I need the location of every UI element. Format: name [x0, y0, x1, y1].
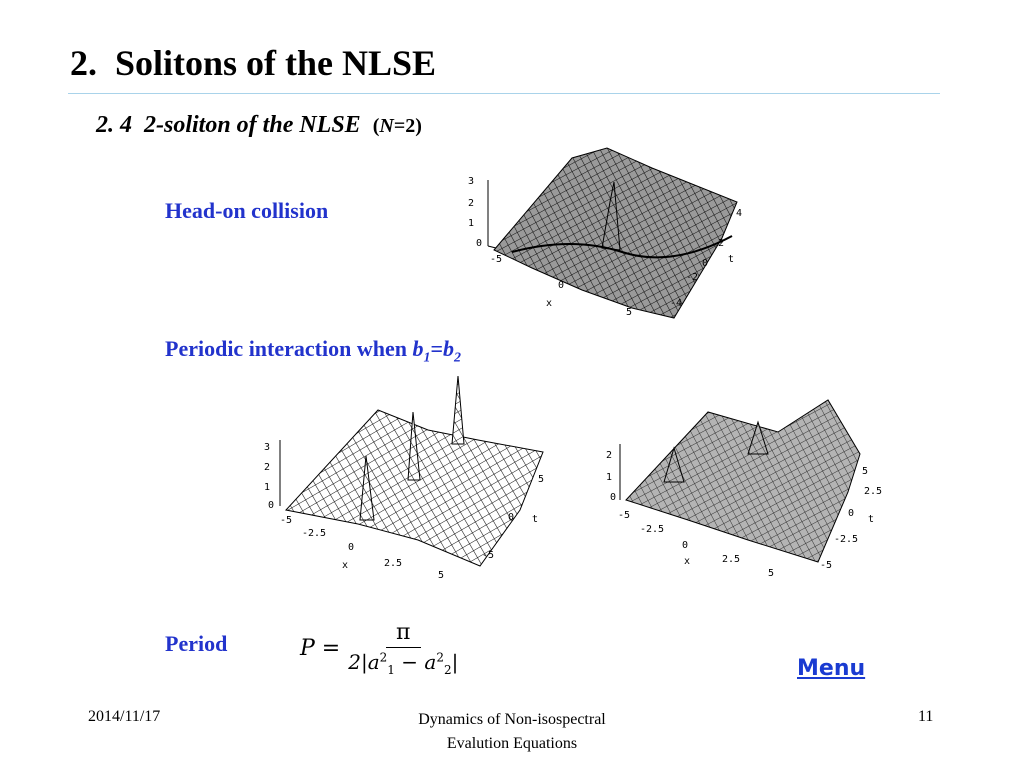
den-sup1: 2 [379, 650, 388, 665]
den-pre: 2|a [348, 650, 380, 674]
t-tick: 5 [862, 466, 869, 477]
title-divider [68, 93, 940, 94]
surface-mesh [494, 148, 737, 318]
head-on-collision-label: Head-on collision [165, 198, 329, 223]
slide-subtitle [96, 112, 422, 139]
t-tick: 4 [736, 208, 743, 219]
t-tick: 0 [508, 512, 515, 523]
z-tick: 3 [468, 176, 475, 187]
t-tick: -5 [482, 550, 495, 561]
t-axis-label: t [532, 514, 539, 525]
x-tick: -2.5 [302, 528, 327, 539]
x-tick: -5 [490, 254, 503, 265]
z-tick: 0 [476, 238, 483, 249]
x-tick: 5 [768, 568, 775, 579]
formula-fraction [348, 620, 458, 677]
head-on-collision-plot [452, 140, 752, 320]
x-tick: 0 [682, 540, 689, 551]
x-axis-label: x [684, 556, 691, 567]
periodic-b2: b [443, 336, 455, 361]
surface-mesh [626, 400, 860, 562]
den-sub1: 1 [387, 663, 395, 677]
subtitle-note-n: N [379, 115, 394, 137]
x-tick: 2.5 [722, 554, 741, 565]
t-tick: 2 [718, 238, 725, 249]
x-tick: 0 [558, 280, 565, 291]
periodic-interaction-label [165, 336, 461, 366]
x-tick: -2.5 [640, 524, 665, 535]
z-tick: 1 [264, 482, 271, 493]
formula-denominator [348, 648, 458, 677]
t-tick: 0 [848, 508, 855, 519]
x-tick: -5 [280, 515, 293, 526]
x-tick: 5 [626, 307, 633, 318]
z-tick: 0 [268, 500, 275, 511]
t-tick: 0 [702, 258, 709, 269]
periodic-sub1: 1 [423, 350, 431, 366]
subtitle-text: 2. 4 2-soliton of the NLSE [96, 112, 361, 138]
den-post: | [451, 650, 459, 674]
subtitle-note: (N=2) [372, 115, 422, 137]
z-tick: 2 [468, 198, 475, 209]
x-tick: 0 [348, 542, 355, 553]
menu-link[interactable]: Menu [797, 656, 866, 681]
slide-title: 2. Solitons of the NLSE [70, 43, 437, 83]
t-tick: -5 [820, 560, 833, 571]
t-tick: -2 [686, 272, 699, 283]
t-axis-label: t [868, 514, 875, 525]
t-tick: -4 [670, 298, 683, 309]
periodic-interaction-plot-right [598, 392, 898, 582]
formula-numerator: π [386, 620, 420, 648]
periodic-sub2: 2 [454, 350, 462, 366]
den-sup2: 2 [436, 650, 444, 665]
periodic-b1: b [412, 336, 424, 361]
periodic-interaction-plot-left [258, 370, 558, 580]
t-tick: 2.5 [864, 486, 883, 497]
x-tick: -5 [618, 510, 631, 521]
z-tick: 1 [468, 218, 475, 229]
periodic-text: Periodic interaction when [165, 336, 413, 361]
subtitle-note-rest: =2) [393, 115, 422, 137]
z-tick: 3 [264, 442, 271, 453]
footer-title-line2: Evalution Equations [446, 735, 578, 752]
formula-lhs: P = [300, 636, 341, 661]
x-axis-label: x [342, 560, 349, 571]
period-formula [300, 620, 458, 677]
footer-title-line1: Dynamics of Non-isospectral [418, 711, 606, 728]
period-label: Period [165, 631, 228, 656]
den-sub2: 2 [443, 663, 452, 677]
t-axis-label: t [728, 254, 735, 265]
footer-title [380, 708, 644, 756]
z-tick: 0 [610, 492, 617, 503]
t-tick: 5 [538, 474, 545, 485]
z-tick: 2 [264, 462, 271, 473]
x-tick: 5 [438, 570, 445, 580]
x-axis-label: x [546, 298, 553, 309]
z-tick: 1 [606, 472, 613, 483]
den-mid: − a [394, 650, 437, 674]
t-tick: -2.5 [834, 534, 859, 545]
periodic-eq: = [430, 336, 444, 361]
page-number: 11 [918, 708, 934, 725]
x-tick: 2.5 [384, 558, 403, 569]
footer-date: 2014/11/17 [88, 708, 161, 725]
z-tick: 2 [606, 450, 613, 461]
